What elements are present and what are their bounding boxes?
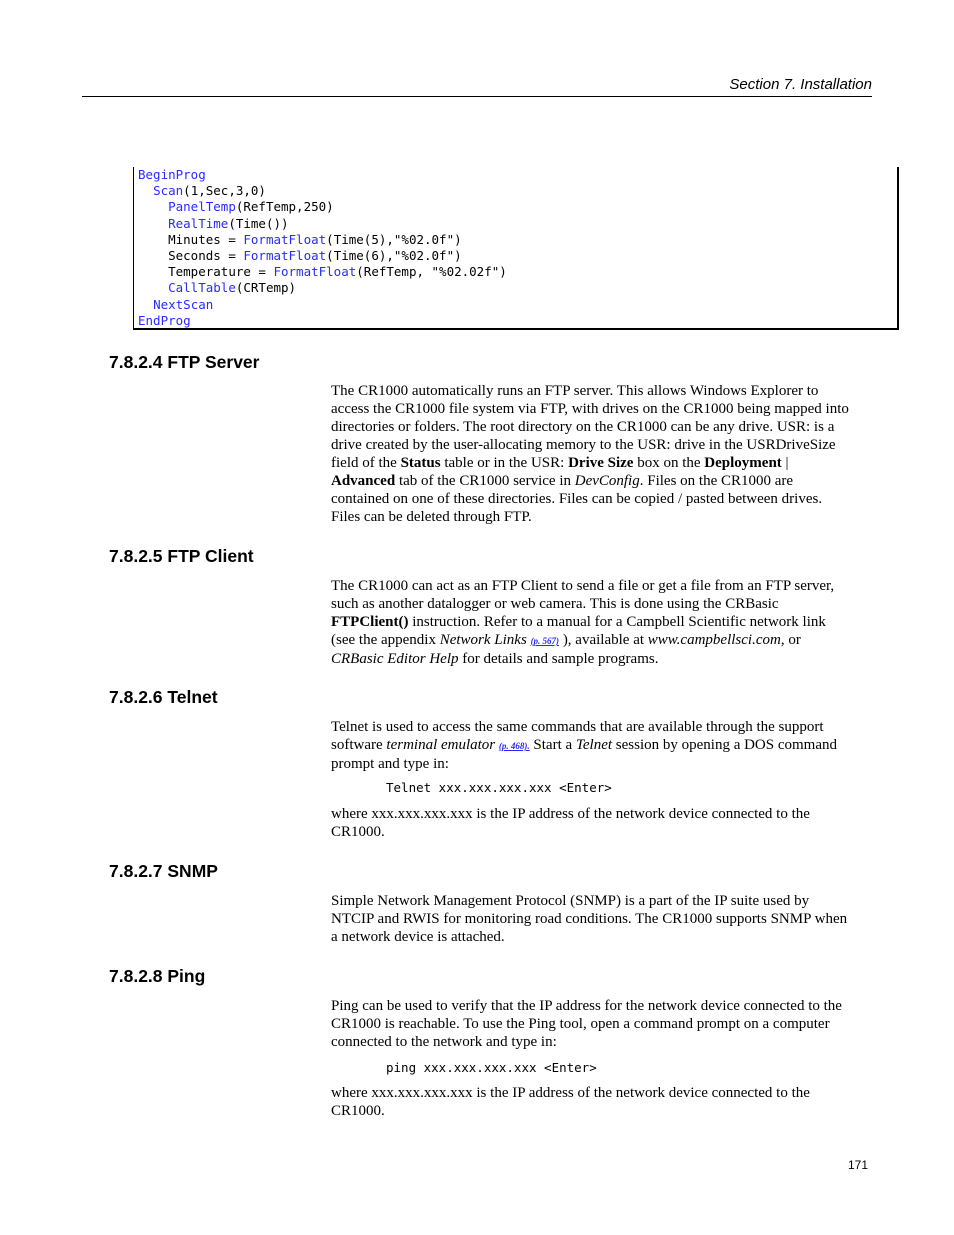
page-reference-link[interactable]: (p. 468).: [498, 741, 530, 751]
code-keyword: Scan: [153, 183, 184, 199]
code-args: (Time(5),"%02.0f"): [326, 231, 462, 247]
code-keyword: NextScan: [153, 296, 214, 312]
code-text: Temperature =: [168, 264, 274, 280]
ftp-server-paragraph: The CR1000 automatically runs an FTP server. This allows Windows Explorer to access the CR1000 file system via FTP, with drives on the CR1000 being mapped into directories or folders. The root directory on the CR1000 can be any drive. USR: is a drive created by the user-allocating memory to the USR: drive in the USRDriveSize field of the Status table or in the USR: Drive Size box on the Deployment | Advanced tab of the CR1000 service in DevConfig. Files on the CR1000 are contained on one of these directories. Files can be copied / pasted between drives. Files can be deleted through FTP.: [331, 383, 849, 525]
code-keyword: EndProg: [138, 312, 191, 328]
ping-paragraph: Ping can be used to verify that the IP address for the network device connected to the CR1000 is reachable. To use the Ping tool, open a command prompt on a computer connected to the network and type in:: [331, 998, 842, 1050]
page-number: 171: [848, 1158, 869, 1172]
heading-ftp-client: 7.8.2.5 FTP Client: [109, 546, 254, 566]
running-header: [82, 76, 872, 97]
code-keyword: FormatFloat: [243, 231, 327, 247]
snmp-paragraph: Simple Network Management Protocol (SNMP) is a part of the IP suite used by NTCIP and RWIS for monitoring road conditions. The CR1000 supports SNMP when a network device is attached.: [331, 893, 848, 945]
telnet-paragraph: Telnet is used to access the same commands that are available through the support software terminal emulator (p. 468). Start a Telnet session by opening a DOS command prompt and type in:: [331, 719, 838, 772]
code-keyword: CallTable: [168, 280, 236, 296]
code-text: Seconds =: [168, 248, 244, 264]
section-title: Section 7. Installation: [729, 76, 872, 93]
code-args: (CRTemp): [235, 280, 297, 296]
heading-ping: 7.8.2.8 Ping: [109, 966, 206, 986]
code-args: (Time()): [228, 215, 289, 231]
ping-followup: where xxx.xxx.xxx.xxx is the IP address of the network device connected to the CR1000.: [331, 1085, 810, 1119]
code-args: (RefTemp, "%02.02f"): [356, 264, 507, 280]
heading-ftp-server: 7.8.2.4 FTP Server: [109, 352, 260, 372]
heading-telnet: 7.8.2.6 Telnet: [109, 687, 218, 707]
code-text: Minutes =: [168, 231, 244, 247]
code-keyword: BeginProg: [138, 167, 206, 182]
telnet-command: Telnet xxx.xxx.xxx.xxx <Enter>: [386, 780, 612, 795]
ping-command: ping xxx.xxx.xxx.xxx <Enter>: [386, 1060, 597, 1075]
code-listing: [133, 167, 899, 330]
code-keyword: RealTime: [168, 215, 229, 231]
telnet-followup: where xxx.xxx.xxx.xxx is the IP address of the network device connected to the CR1000.: [331, 806, 810, 840]
code-keyword: FormatFloat: [243, 248, 327, 264]
heading-snmp: 7.8.2.7 SNMP: [109, 861, 218, 881]
code-keyword: FormatFloat: [273, 264, 357, 280]
code-keyword: PanelTemp: [168, 199, 236, 215]
code-args: (1,Sec,3,0): [183, 183, 266, 199]
page-reference-link[interactable]: (p. 567): [530, 636, 560, 646]
ftp-client-paragraph: The CR1000 can act as an FTP Client to send a file or get a file from an FTP server, such as another datalogger or web camera. This is done using the CRBasic FTPClient() instruction. Refer to a manual for a Campbell Scientific network link (see the appendix Network Links (p. 567) ), available at www.campbellsci.com, or CRBasic Editor Help for details and sample programs.: [331, 578, 835, 667]
code-args: (RefTemp,250): [235, 199, 334, 215]
code-args: (Time(6),"%02.0f"): [326, 248, 462, 264]
